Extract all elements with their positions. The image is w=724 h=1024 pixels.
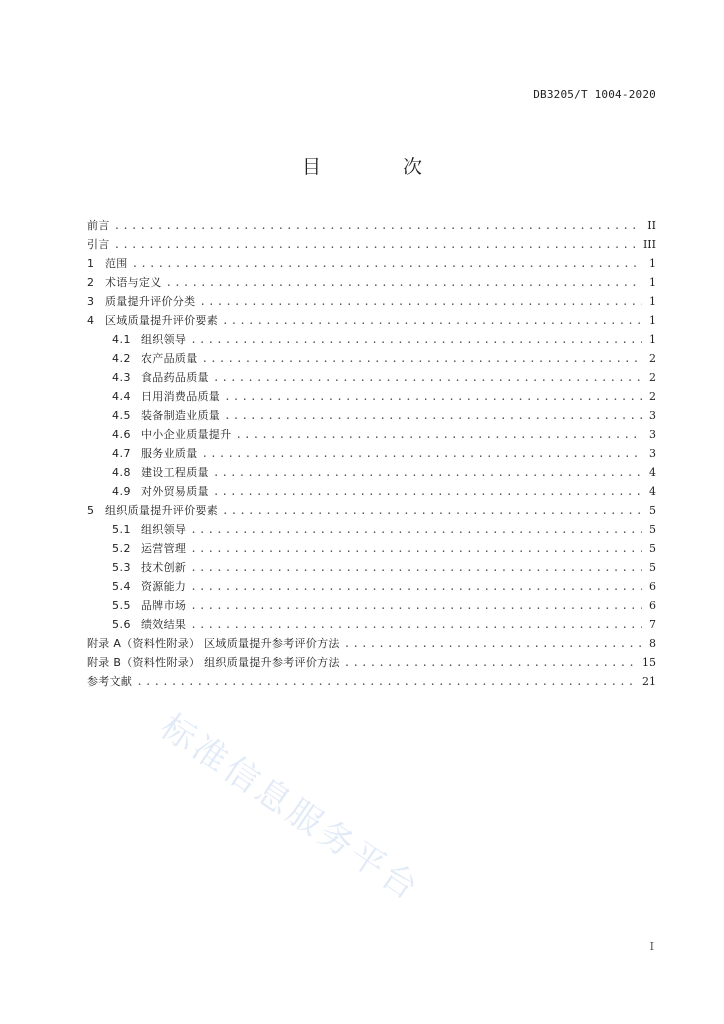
toc-entry-label: 服务业质量 [141, 447, 198, 460]
toc-dot-leader [114, 235, 639, 254]
toc-entry[interactable] [87, 425, 656, 444]
toc-dot-leader [190, 596, 642, 615]
toc-entry-page: 2 [649, 352, 656, 365]
toc-entry-number: 5.1 [112, 523, 131, 536]
toc-entry-page: 2 [649, 371, 656, 384]
toc-entry-label: 组织质量提升评价要素 [105, 504, 218, 517]
toc-entry[interactable] [87, 406, 656, 425]
toc-entry-number: 5.5 [112, 599, 131, 612]
toc-entry-page: 1 [649, 333, 656, 346]
toc-entry-page: 3 [649, 409, 656, 422]
toc-entry[interactable] [87, 273, 656, 292]
toc-entry-label: 食品药品质量 [141, 371, 209, 384]
toc-entry-number: 5.6 [112, 618, 131, 631]
toc-entry[interactable] [87, 254, 656, 273]
toc-dot-leader [132, 254, 642, 273]
toc-entry-page: 5 [649, 504, 656, 517]
toc-entry-page: 5 [649, 561, 656, 574]
toc-entry-label: 术语与定义 [105, 276, 162, 289]
toc-entry[interactable] [87, 672, 656, 691]
toc-entry[interactable] [87, 216, 656, 235]
toc-dot-leader [166, 273, 643, 292]
toc-entry[interactable] [87, 539, 656, 558]
toc-entry[interactable] [87, 463, 656, 482]
toc-dot-leader [222, 311, 642, 330]
toc-entry-number: 4.3 [112, 371, 131, 384]
toc-entry[interactable] [87, 501, 656, 520]
toc-entry-page: 1 [649, 314, 656, 327]
toc-entry-label: 绩效结果 [141, 618, 187, 631]
toc-dot-leader [344, 634, 642, 653]
toc-entry[interactable] [87, 235, 656, 254]
toc-entry-label: 前言 [87, 219, 110, 232]
toc-entry-label: 资源能力 [141, 580, 187, 593]
toc-entry[interactable] [87, 330, 656, 349]
toc-entry[interactable] [87, 634, 656, 653]
toc-entry-page: 8 [649, 637, 656, 650]
toc-entry[interactable] [87, 596, 656, 615]
toc-entry-page: 5 [649, 542, 656, 555]
toc-entry-label: 装备制造业质量 [141, 409, 221, 422]
toc-entry-label: 中小企业质量提升 [141, 428, 232, 441]
toc-entry-page: 5 [649, 523, 656, 536]
table-of-contents [87, 216, 656, 691]
toc-entry-label: 建设工程质量 [141, 466, 209, 479]
toc-entry-label: 运营管理 [141, 542, 187, 555]
toc-entry-number: 4.1 [112, 333, 131, 346]
toc-entry-page: 15 [642, 656, 656, 669]
toc-entry-page: 1 [649, 295, 656, 308]
toc-title: 目 次 [301, 156, 461, 178]
toc-entry-label: 对外贸易质量 [141, 485, 209, 498]
document-code: DB3205/T 1004-2020 [533, 88, 656, 101]
toc-dot-leader [199, 292, 642, 311]
toc-entry-label: 引言 [87, 238, 110, 251]
toc-entry[interactable] [87, 577, 656, 596]
toc-entry-page: 4 [649, 485, 656, 498]
toc-entry-number: 4.8 [112, 466, 131, 479]
toc-entry[interactable] [87, 292, 656, 311]
toc-entry-number: 5 [87, 504, 94, 517]
toc-entry-page: II [647, 219, 656, 232]
toc-dot-leader [202, 444, 643, 463]
toc-dot-leader [344, 653, 638, 672]
toc-dot-leader [224, 387, 642, 406]
toc-dot-leader [114, 216, 642, 235]
toc-entry-number: 1 [87, 257, 94, 270]
toc-entry-number: 4.2 [112, 352, 131, 365]
toc-entry-page: 2 [649, 390, 656, 403]
toc-entry[interactable] [87, 311, 656, 330]
toc-entry[interactable] [87, 615, 656, 634]
toc-entry[interactable] [87, 349, 656, 368]
toc-entry-number: 3 [87, 295, 94, 308]
toc-entry-number: 4.4 [112, 390, 131, 403]
toc-entry-number: 4.9 [112, 485, 131, 498]
toc-entry-number: 2 [87, 276, 94, 289]
toc-entry-number: 5.2 [112, 542, 131, 555]
toc-dot-leader [190, 615, 642, 634]
toc-dot-leader [222, 501, 642, 520]
toc-entry-label: 附录 A（资料性附录） 区域质量提升参考评价方法 [87, 637, 340, 650]
toc-entry-number: 5.4 [112, 580, 131, 593]
toc-entry-page: 1 [649, 257, 656, 270]
toc-entry-page: 1 [649, 276, 656, 289]
toc-entry-label: 附录 B（资料性附录） 组织质量提升参考评价方法 [87, 656, 340, 669]
toc-dot-leader [136, 672, 638, 691]
toc-entry-label: 组织领导 [141, 523, 187, 536]
toc-entry-label: 范围 [105, 257, 128, 270]
page-number: I [649, 940, 654, 953]
toc-dot-leader [190, 520, 642, 539]
toc-entry-page: 21 [642, 675, 656, 688]
toc-entry-label: 日用消费品质量 [141, 390, 221, 403]
toc-dot-leader [190, 577, 642, 596]
toc-entry-page: 3 [649, 428, 656, 441]
toc-entry-page: 4 [649, 466, 656, 479]
toc-dot-leader [202, 349, 643, 368]
toc-entry-number: 5.3 [112, 561, 131, 574]
toc-entry-page: 6 [649, 580, 656, 593]
toc-dot-leader [190, 330, 642, 349]
toc-entry-label: 参考文献 [87, 675, 133, 688]
toc-dot-leader [235, 425, 642, 444]
toc-entry-number: 4.5 [112, 409, 131, 422]
toc-entry[interactable] [87, 558, 656, 577]
toc-entry[interactable] [87, 653, 656, 672]
toc-entry-page: 6 [649, 599, 656, 612]
toc-entry[interactable] [87, 482, 656, 501]
toc-entry-number: 4 [87, 314, 94, 327]
toc-entry[interactable] [87, 368, 656, 387]
toc-dot-leader [213, 368, 642, 387]
toc-entry[interactable] [87, 444, 656, 463]
toc-entry-label: 农产品质量 [141, 352, 198, 365]
toc-dot-leader [190, 558, 642, 577]
toc-entry-page: 3 [649, 447, 656, 460]
toc-dot-leader [213, 482, 642, 501]
toc-entry-label: 质量提升评价分类 [105, 295, 196, 308]
toc-entry-label: 品牌市场 [141, 599, 187, 612]
toc-entry[interactable] [87, 387, 656, 406]
toc-dot-leader [224, 406, 642, 425]
watermark: 标准信息服务平台 [153, 706, 428, 910]
toc-entry-label: 组织领导 [141, 333, 187, 346]
toc-entry-label: 技术创新 [141, 561, 187, 574]
toc-entry-label: 区域质量提升评价要素 [105, 314, 218, 327]
toc-entry-number: 4.6 [112, 428, 131, 441]
toc-entry[interactable] [87, 520, 656, 539]
toc-entry-number: 4.7 [112, 447, 131, 460]
toc-dot-leader [213, 463, 642, 482]
toc-entry-page: 7 [649, 618, 656, 631]
toc-entry-page: III [642, 238, 656, 251]
toc-dot-leader [190, 539, 642, 558]
